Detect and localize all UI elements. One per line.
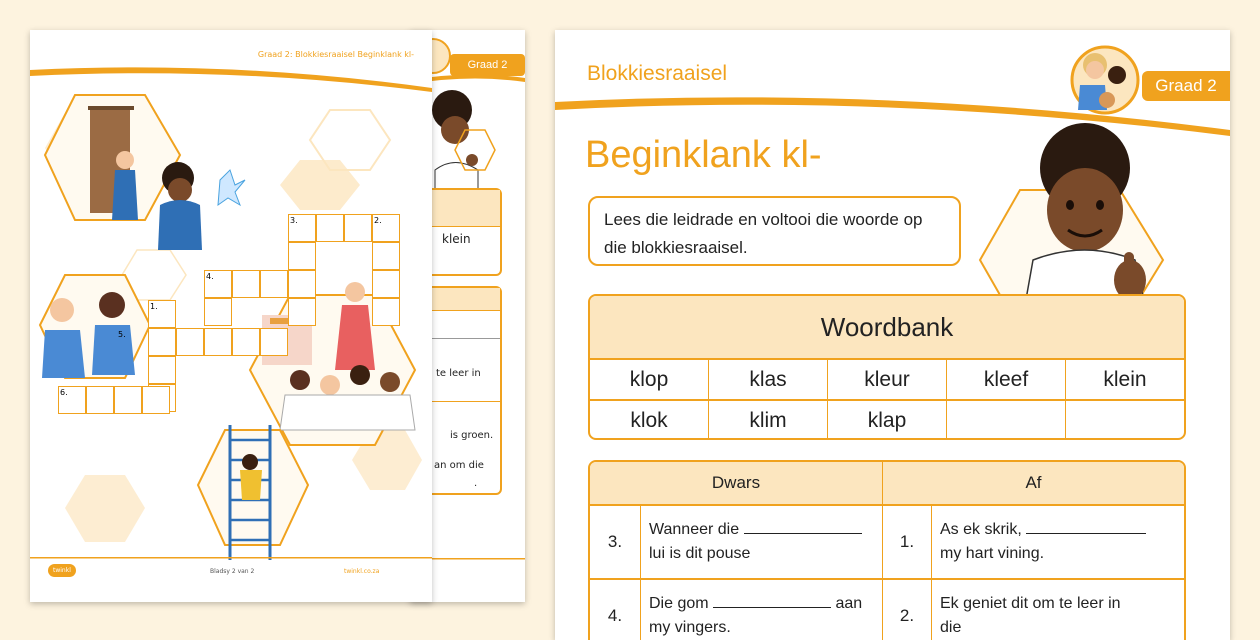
crossword-grid — [30, 30, 432, 602]
clue-number-3: 3. — [290, 216, 298, 225]
crossword-cell[interactable] — [142, 386, 170, 414]
crossword-cell[interactable] — [148, 356, 176, 384]
front-footer-page: Bladsy 2 van 2 — [210, 568, 255, 575]
wordbank-heading: Woordbank — [590, 296, 1184, 360]
crossword-cell[interactable] — [148, 328, 176, 356]
clue-number-6: 6. — [60, 388, 68, 397]
front-footer-logo: twinkl — [48, 564, 76, 577]
back-wordbank-word: klein — [442, 232, 471, 246]
crossword-cell[interactable] — [288, 270, 316, 298]
wordbank-word: klas — [709, 360, 828, 399]
crossword-cell[interactable] — [316, 214, 344, 242]
wordbank-word: klap — [828, 401, 947, 440]
across-clue-text: my vingers. — [649, 619, 731, 636]
back-grade-badge: Graad 2 — [450, 54, 525, 76]
crossword-cell[interactable] — [372, 242, 400, 270]
wordbank-word — [1066, 401, 1184, 440]
answer-blank[interactable] — [713, 593, 831, 608]
crossword-cell[interactable] — [372, 298, 400, 326]
category-label: Blokkiesraaisel — [587, 62, 728, 85]
crossword-cell[interactable] — [204, 328, 232, 356]
clue-number-1: 1. — [150, 302, 158, 311]
clue-number-4: 4. — [206, 272, 214, 281]
crossword-cell[interactable] — [232, 270, 260, 298]
down-clue-number: 1. — [883, 506, 932, 578]
across-clue-text: Wanneer die — [649, 521, 740, 538]
wordbank-word: klok — [590, 401, 709, 440]
clue-number-2: 2. — [374, 216, 382, 225]
crossword-cell[interactable] — [344, 214, 372, 242]
down-heading: Af — [1025, 473, 1042, 492]
wordbank-word: kleur — [828, 360, 947, 399]
crossword-cell[interactable] — [114, 386, 142, 414]
across-clue-number: 3. — [590, 506, 641, 578]
front-header-title: Graad 2: Blokkiesraaisel Beginklank kl- — [257, 50, 414, 59]
down-clue-number: 2. — [883, 580, 932, 640]
across-clue-number: 4. — [590, 580, 641, 640]
crossword-cell[interactable] — [288, 242, 316, 270]
instruction-box — [588, 196, 961, 266]
front-worksheet-page — [30, 30, 432, 602]
grade-badge: Graad 2 — [1142, 71, 1230, 101]
answer-blank[interactable] — [1026, 519, 1146, 534]
answer-blank[interactable] — [744, 519, 862, 534]
back-clue-text-3: an om die — [434, 460, 484, 471]
crossword-cell[interactable] — [260, 270, 288, 298]
wordbank-word: klein — [1103, 368, 1147, 391]
main-worksheet-page — [555, 30, 1230, 640]
clue-number-5: 5. — [118, 330, 126, 339]
down-clue-text: die — [940, 619, 962, 636]
instruction-text: Lees die leidrade en voltooi die woorde op die blokkiesraaisel. — [604, 210, 923, 257]
crossword-cell[interactable] — [86, 386, 114, 414]
crossword-cell[interactable] — [204, 298, 232, 326]
down-clue-text: Ek geniet dit om te leer in — [940, 595, 1121, 612]
wordbank-box — [588, 294, 1186, 440]
page-title: Beginklank kl- — [585, 134, 822, 176]
wordbank-word: klim — [709, 401, 828, 440]
crossword-cell[interactable] — [372, 270, 400, 298]
back-clue-text-1: te leer in — [436, 368, 481, 379]
crossword-cell[interactable] — [288, 298, 316, 326]
wordbank-word: kleef — [947, 360, 1066, 399]
wordbank-word: klop — [590, 360, 709, 399]
across-heading: Dwars — [590, 462, 883, 504]
across-clue-text: lui is dit pouse — [649, 545, 751, 562]
clues-table — [588, 460, 1186, 640]
across-clue-text: Die gom — [649, 595, 709, 612]
crossword-cell[interactable] — [176, 328, 204, 356]
crossword-cell[interactable] — [232, 328, 260, 356]
front-footer-url: twinkl.co.za — [344, 568, 380, 575]
across-clue-text: aan — [835, 595, 863, 612]
back-clue-text-4: . — [474, 478, 478, 489]
down-clue-text: my hart vining. — [940, 545, 1045, 562]
wordbank-word — [947, 401, 1066, 440]
down-clue-text: As ek skrik, — [940, 521, 1022, 538]
crossword-cell[interactable] — [260, 328, 288, 356]
back-clue-text-2: is groen. — [450, 430, 494, 441]
